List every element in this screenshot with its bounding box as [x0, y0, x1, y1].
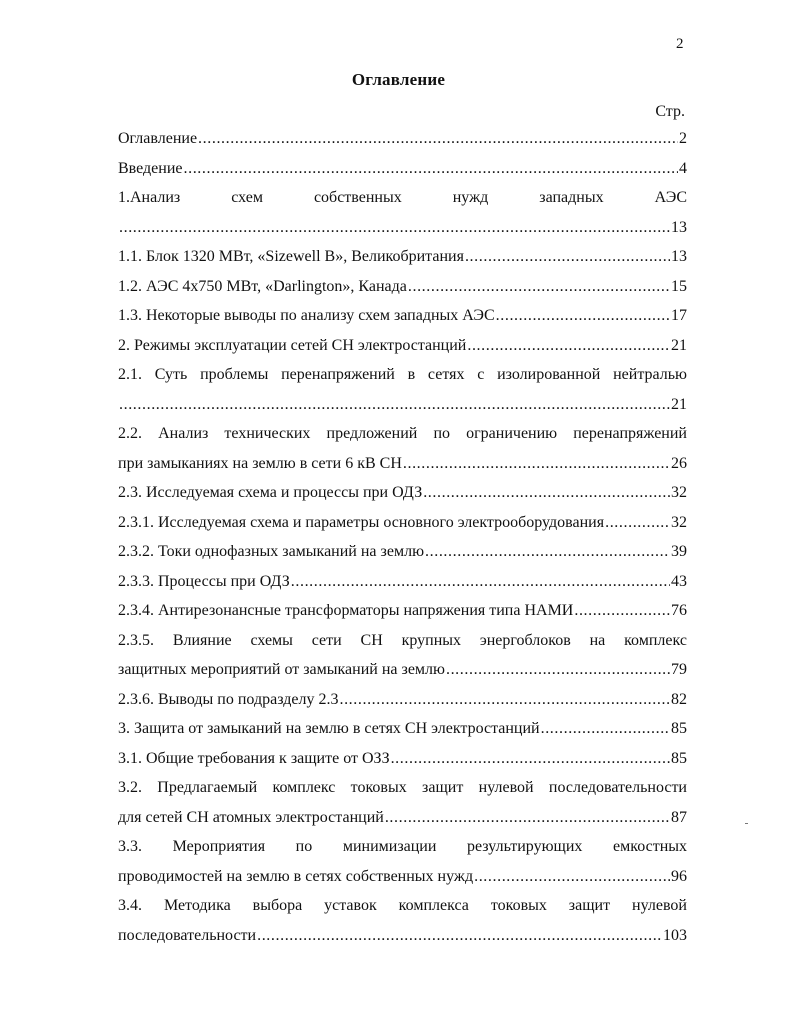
toc-entry-title: 2.3.3. Процессы при ОДЗ [118, 572, 290, 590]
toc-entry [118, 508, 687, 538]
toc-entry-page: 15 [671, 277, 687, 295]
toc-entry-page: 17 [671, 307, 687, 324]
toc-entry-page: 4 [679, 159, 687, 177]
toc-entry-page: 87 [671, 808, 687, 826]
toc-entry [118, 242, 687, 272]
toc-entry-line [118, 714, 687, 744]
toc-entry-title-line: 3.2. Предлагаемый комплекс токовых защит нулевой последовательности [118, 779, 687, 796]
toc-entry-page: 21 [671, 336, 687, 354]
toc-entry-line [118, 478, 687, 508]
toc-entry-title-line: 2.3.5. Влияние схемы сети СН крупных энергоблоков на комплекс [118, 631, 687, 649]
toc-entry [118, 301, 687, 331]
dot-leader [119, 213, 670, 243]
toc-entry [118, 596, 687, 626]
toc-entry-page: 32 [671, 513, 687, 531]
toc-entry [118, 272, 687, 302]
dot-leader [391, 744, 670, 774]
toc-entry-page: 39 [671, 543, 687, 560]
dot-leader [408, 272, 670, 302]
toc-entry-line [118, 213, 687, 243]
toc-entry [118, 626, 687, 685]
toc-entry-line [118, 685, 687, 715]
toc-entry [118, 832, 687, 891]
toc-entry-page: 26 [671, 454, 687, 472]
toc-entry-line [118, 567, 687, 597]
toc-entry-title: 1.2. АЭС 4x750 МВт, «Darlington», Канада [118, 277, 407, 295]
toc-entry-line [118, 301, 687, 331]
toc-entry-line [118, 655, 687, 685]
toc-entry-line [118, 862, 687, 892]
toc-entry-title: 3.1. Общие требования к защите от ОЗЗ [118, 749, 390, 767]
toc-entry [118, 567, 687, 597]
toc-entry [118, 744, 687, 774]
toc-entry [118, 478, 687, 508]
toc-entry [118, 714, 687, 744]
toc-entry-title: 2.3.4. Антирезонансные трансформаторы напряжения типа НАМИ [118, 602, 574, 619]
dot-leader [541, 714, 670, 744]
toc-entry-line [118, 803, 687, 833]
dot-leader [474, 862, 670, 892]
dot-leader [465, 242, 670, 272]
toc-entry-page: 76 [671, 602, 687, 619]
dot-leader [446, 655, 670, 685]
toc-entry-page: 103 [663, 926, 687, 944]
dot-leader [184, 154, 679, 184]
toc-entry-title: 2. Режимы эксплуатации сетей СН электростанций [118, 336, 467, 354]
toc-entry [118, 419, 687, 478]
toc-entry-title: при замыканиях на землю в сети 6 кВ СН [118, 454, 402, 472]
toc-entry-page: 13 [671, 218, 687, 236]
dot-leader [257, 921, 662, 951]
dot-leader [423, 478, 670, 508]
toc-entry-line [118, 744, 687, 774]
toc-entry-title-line: 2.2. Анализ технических предложений по ограничению перенапряжений [118, 425, 687, 442]
scan-speck [745, 823, 748, 824]
toc-entry [118, 331, 687, 361]
toc-entry-title: 1.3. Некоторые выводы по анализу схем западных АЭС [118, 307, 495, 324]
toc-entry-line [118, 508, 687, 538]
dot-leader [467, 331, 670, 361]
toc-entry-title: 2.3.6. Выводы по подразделу 2.3 [118, 690, 339, 708]
toc-entry-line [118, 154, 687, 184]
dot-leader [385, 803, 670, 833]
toc-entry-title: для сетей СН атомных электростанций [118, 808, 384, 826]
toc-entry-line [118, 921, 687, 951]
toc-entry-line [118, 449, 687, 479]
toc-entry-line [118, 390, 687, 420]
toc-entry-title-line: 1.Анализ схем собственных нужд западных АЭС [118, 189, 687, 206]
toc-entry-line [118, 331, 687, 361]
toc-entry-page: 32 [671, 484, 687, 501]
toc-entry-title: 2.3.2. Токи однофазных замыканий на землю [118, 543, 425, 560]
page-number: 2 [676, 36, 684, 52]
dot-leader [198, 124, 678, 154]
toc-entry [118, 537, 687, 567]
toc-entry-page: 21 [671, 395, 687, 413]
dot-leader [496, 301, 670, 331]
toc-entry-title: проводимостей на землю в сетях собственных нужд [118, 867, 474, 885]
toc-entry-line [118, 272, 687, 302]
toc-entry-title: последовательности [118, 926, 257, 944]
dot-leader [119, 390, 670, 420]
dot-leader [291, 567, 670, 597]
toc-entry-line [118, 537, 687, 567]
dot-leader [339, 685, 670, 715]
toc-entry-title-line: 3.4. Методика выбора уставок комплекса токовых защит нулевой [118, 897, 687, 914]
page-column-label: Стр. [655, 103, 685, 120]
toc-entry-title: 1.1. Блок 1320 МВт, «Sizewell B», Великобритания [118, 248, 464, 265]
toc-entry-title: Оглавление [118, 130, 198, 147]
toc-entry-title: 2.3.1. Исследуемая схема и параметры основного электрооборудования [118, 513, 605, 531]
toc-entry-title-line: 3.3. Мероприятия по минимизации результирующих емкостных [118, 838, 687, 855]
toc-entry-title: защитных мероприятий от замыканий на землю [118, 661, 445, 678]
toc-entry-page: 85 [671, 749, 687, 767]
toc-entry-title-line: 2.1. Суть проблемы перенапряжений в сетях с изолированной нейтралью [118, 366, 687, 383]
toc-entry [118, 773, 687, 832]
toc-entry-page: 2 [679, 130, 687, 147]
toc-entry-line [118, 596, 687, 626]
toc-entry-page: 85 [671, 720, 687, 737]
dot-leader [425, 537, 670, 567]
dot-leader [403, 449, 670, 479]
toc-entry-page: 43 [671, 572, 687, 590]
toc-entry-line [118, 242, 687, 272]
toc-entry-page: 79 [671, 661, 687, 678]
toc-entry-page: 96 [671, 867, 687, 885]
toc-entry [118, 154, 687, 184]
toc-heading: Оглавление [351, 70, 446, 89]
toc-entry-title: 2.3. Исследуемая схема и процессы при ОДЗ [118, 484, 423, 501]
dot-leader [605, 508, 670, 538]
toc-entry [118, 360, 687, 419]
toc-entry [118, 891, 687, 950]
toc-entry-page: 82 [671, 690, 687, 708]
toc-entry-title: 3. Защита от замыканий на землю в сетях СН электростанций [118, 720, 540, 737]
toc-entries [118, 124, 687, 950]
toc-entry [118, 685, 687, 715]
toc-entry-title: Введение [118, 159, 183, 177]
toc-entry [118, 124, 687, 154]
toc-entry-page: 13 [671, 248, 687, 265]
table-of-contents [118, 100, 687, 950]
toc-entry [118, 183, 687, 242]
dot-leader [574, 596, 670, 626]
toc-entry-line [118, 124, 687, 154]
